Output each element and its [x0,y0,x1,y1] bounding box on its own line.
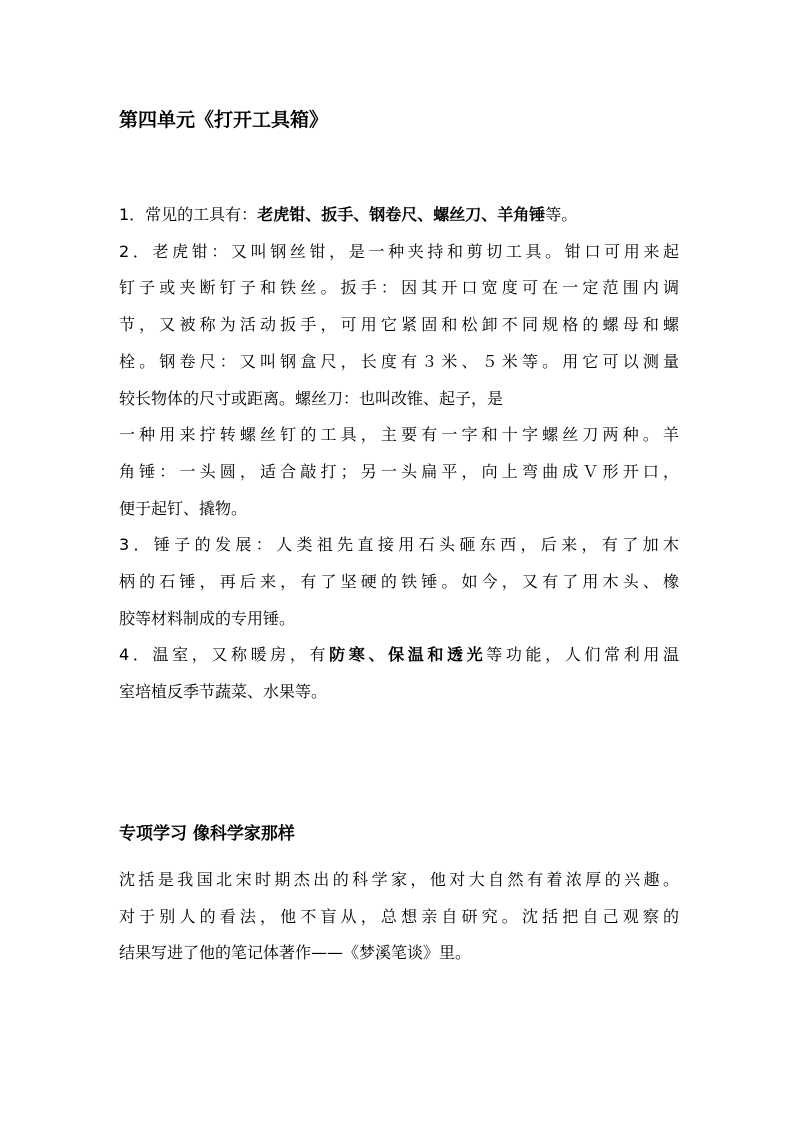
item-2-line: 节，又被称为活动扳手，可用它紧固和松卸不同规格的螺母和螺 [119,315,679,335]
notes-block [119,197,679,711]
item-2-line: 2．老虎钳：又叫钢丝钳，是一种夹持和剪切工具。钳口可用来起 [119,241,679,261]
item-3-line: 柄的石锤，再后来，有了坚硬的铁锤。如今，又有了用木头、橡 [119,572,679,592]
item-1-common-tools: 1．常见的工具有：老虎钳、扳手、钢卷尺、螺丝刀、羊角锤等。 [119,205,578,224]
section-line: 结果写进了他的笔记体著作——《梦溪笔谈》里。 [119,943,472,963]
section-line: 沈括是我国北宋时期杰出的科学家，他对大自然有着浓厚的兴趣。 [119,870,679,889]
unit-title: 第四单元《打开工具箱》 [119,109,329,131]
item-3-line: 3．锤子的发展：人类祖先直接用石头砸东西，后来，有了加木 [119,535,679,555]
item-4-line: 室培植反季节蔬菜、水果等。 [119,682,328,702]
item-1-tool-names: 老虎钳、扳手、钢卷尺、螺丝刀、羊角锤 [257,205,546,224]
item-4-greenhouse: 4．温室，又称暖房，有防寒、保温和透光等功能，人们常利用温 [119,645,679,665]
item-2-line: 角锤：一头圆，适合敲打；另一头扁平，向上弯曲成Ｖ形开口， [119,461,679,481]
section-title: 专项学习 像科学家那样 [119,824,295,844]
section-line: 对于别人的看法，他不盲从，总想亲自研究。沈括把自己观察的 [119,906,679,926]
item-2-line: 较长物体的尺寸或距离。螺丝刀：也叫改锥、起子，是 [119,388,504,408]
section-body [119,862,679,972]
item-4-functions: 防寒、保温和透光 [329,645,487,665]
item-2-line: 钉子或夹断钉子和铁丝。扳手：因其开口宽度可在一定范围内调 [119,278,679,298]
item-2-line: 便于起钉、撬物。 [119,498,248,518]
item-2-line: 栓。钢卷尺：又叫钢盒尺，长度有３米、５米等。用它可以测量 [119,351,679,371]
item-2-line: 一种用来拧转螺丝钉的工具，主要有一字和十字螺丝刀两种。羊 [119,425,679,445]
item-3-line: 胶等材料制成的专用锤。 [119,608,296,628]
